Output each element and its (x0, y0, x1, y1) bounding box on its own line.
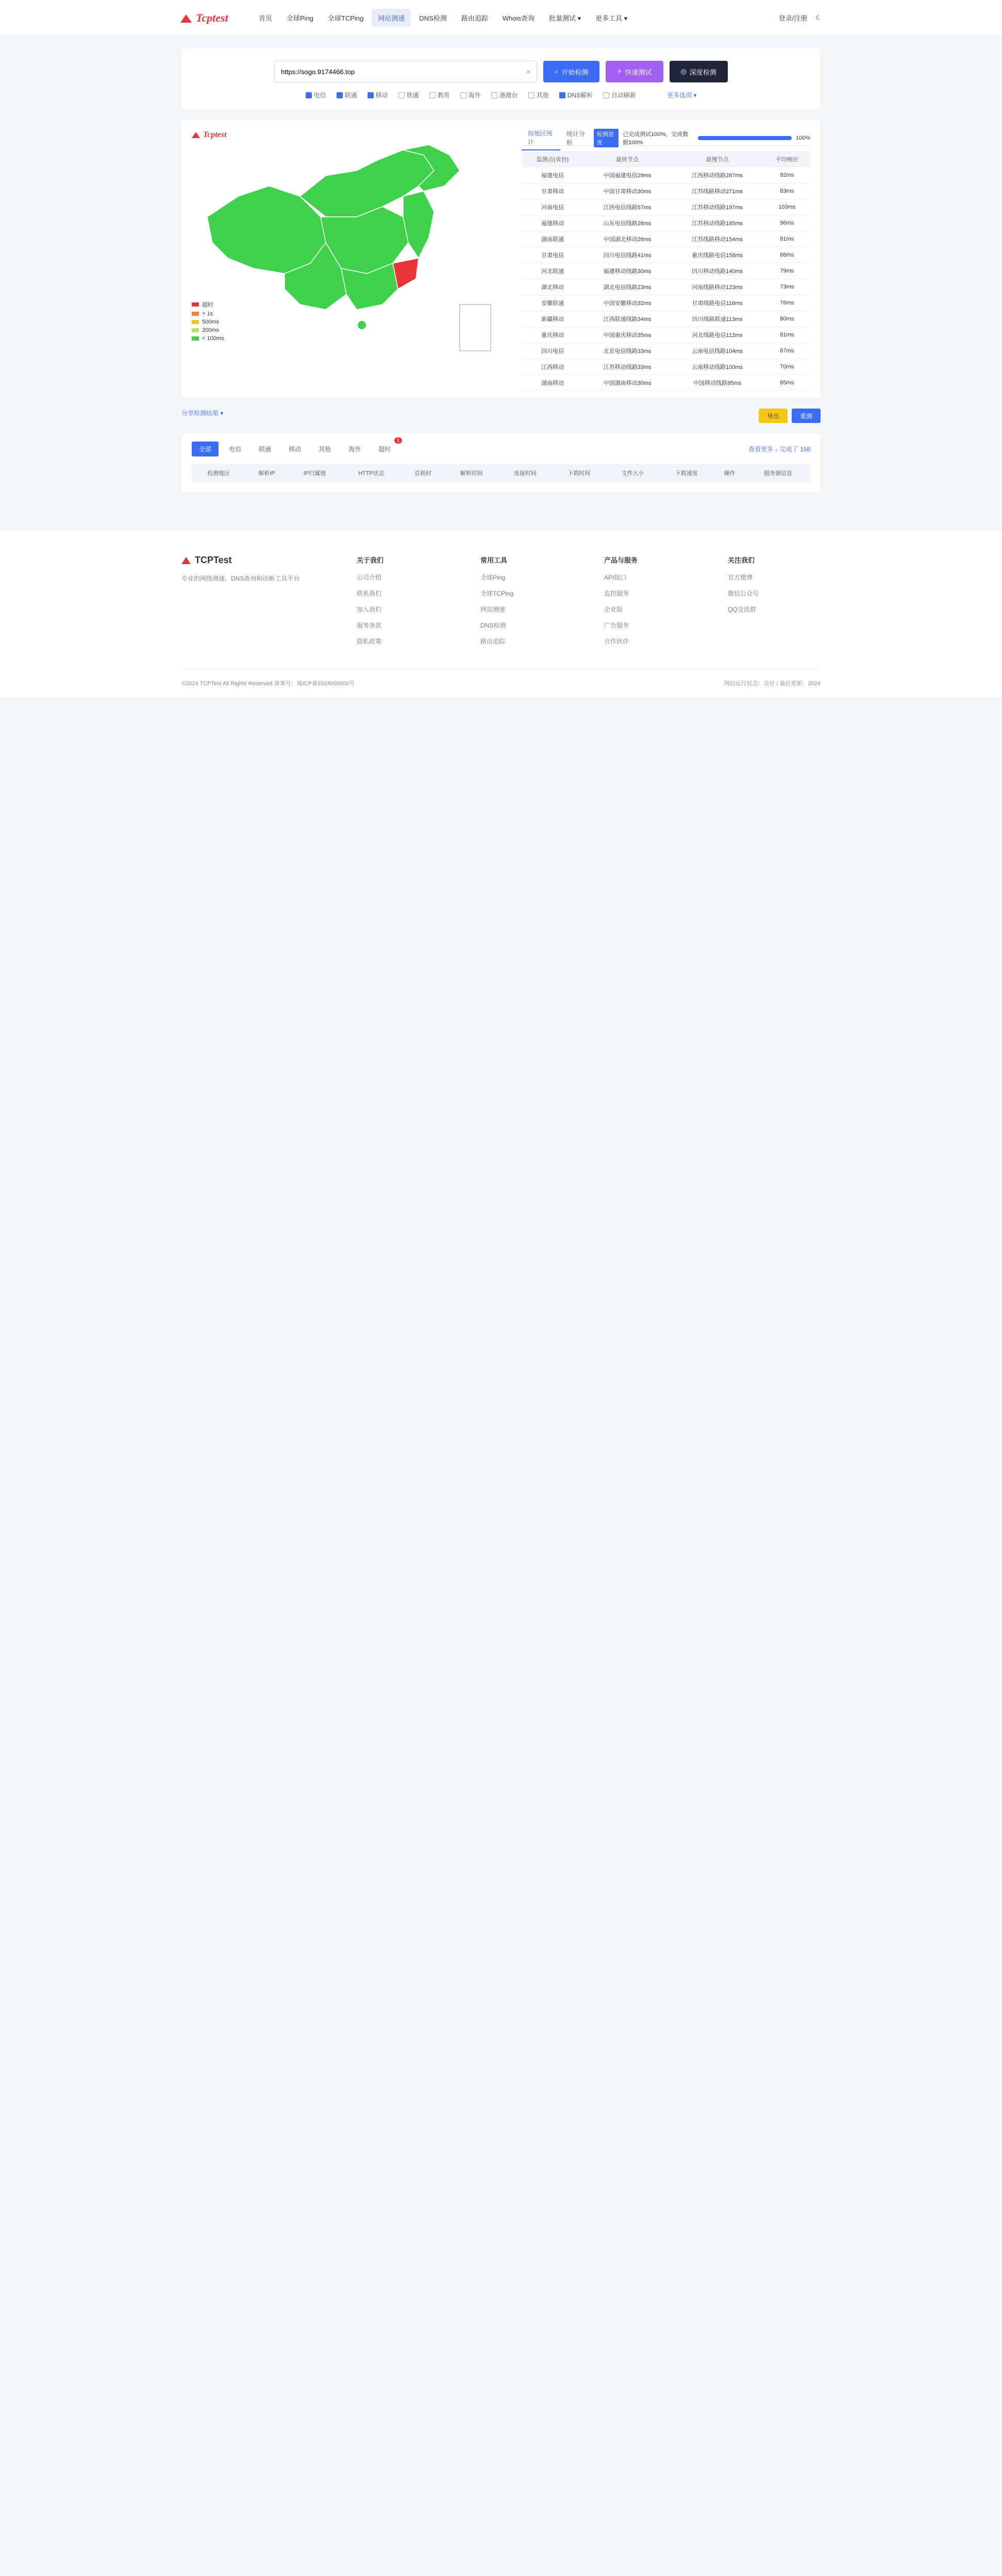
results-header: 解析时间 (445, 464, 498, 482)
results-header: 操作 (713, 464, 746, 482)
stats-row (522, 167, 810, 183)
stats-row (522, 343, 810, 359)
legend-swatch (192, 328, 199, 332)
results-header: 下载速度 (660, 464, 713, 482)
legend-item (192, 300, 224, 309)
stats-cell: 福建电信 (522, 167, 583, 183)
footer-column-title: 产品与服务 (604, 556, 638, 564)
stats-row (522, 231, 810, 247)
stats-table (522, 151, 810, 391)
footer-column-title: 关注我们 (728, 556, 755, 564)
quick-test-button[interactable]: ⚡ 快速测试 (606, 61, 663, 82)
stats-cell: 中国福建电信29ms (583, 167, 671, 183)
stats-cell: 79ms (763, 263, 810, 279)
stats-header: 最快节点 (583, 151, 671, 167)
stats-cell: 中国甘肃移动30ms (583, 183, 671, 199)
option-label: 移动 (375, 92, 388, 99)
stats-row (522, 215, 810, 231)
stats-cell: 中国湖北移动26ms (583, 231, 671, 247)
footer-link[interactable]: 全球TCPing (480, 590, 514, 597)
footer-link[interactable]: 网站测速 (480, 606, 506, 613)
logo-text: Tcptest (196, 11, 228, 24)
nav-item[interactable]: Whois查询 (502, 14, 535, 22)
option-label: 其他 (536, 92, 549, 99)
option-label: 联通 (344, 92, 357, 99)
stats-tab[interactable]: 按地区统计 (522, 126, 560, 150)
stats-cell: 重庆移动 (522, 327, 583, 343)
option-label: 港澳台 (499, 92, 518, 99)
nav-item[interactable]: 全球Ping (287, 14, 314, 22)
stats-cell: 河北线路电信112ms (671, 327, 764, 343)
china-map[interactable] (192, 130, 511, 388)
legend-swatch (192, 302, 199, 307)
stats-cell: 江西电信线路57ms (583, 199, 671, 215)
url-input[interactable] (281, 68, 526, 76)
results-header: HTTP状态 (341, 464, 402, 482)
stats-cell: 江苏移动线路197ms (671, 199, 764, 215)
results-header: 连接时间 (498, 464, 552, 482)
stats-cell: 96ms (763, 215, 810, 231)
legend-label: < 100ms (202, 335, 224, 342)
nav-item[interactable]: 路由追踪 (461, 14, 488, 22)
login-link[interactable]: 登录/注册 (778, 14, 808, 22)
results-header: 检测地区 (192, 464, 245, 482)
footer-link[interactable]: QQ交流群 (728, 606, 756, 613)
option-checkbox[interactable] (398, 91, 419, 99)
footer-link[interactable]: 全球Ping (480, 574, 506, 581)
stats-cell: 92ms (763, 167, 810, 183)
stats-cell: 北京电信线路33ms (583, 343, 671, 359)
results-tab[interactable]: 全部 (192, 442, 219, 456)
checkbox-icon[interactable] (337, 92, 343, 98)
footer-link[interactable]: 企业版 (604, 606, 623, 613)
stats-tab[interactable]: 统计分析 (566, 130, 586, 146)
results-tab[interactable]: 超时 1 (371, 442, 398, 456)
search-icon: ⌕ (555, 67, 559, 75)
footer-link[interactable]: 广告服务 (604, 622, 629, 629)
checkbox-icon[interactable] (559, 92, 565, 98)
stats-header: 最慢节点 (671, 151, 764, 167)
map-stats-card (181, 120, 821, 398)
footer (0, 529, 1002, 698)
results-header: 服务器信息 (746, 464, 810, 482)
map-watermark: Tcptest (203, 130, 227, 139)
legend-item (192, 327, 224, 333)
nav-item[interactable]: DNS检测 (419, 14, 447, 22)
footer-link[interactable]: API接口 (604, 574, 627, 581)
option-label: 海外 (468, 92, 481, 99)
stats-row (522, 199, 810, 215)
start-test-button[interactable]: ⌕ 开始检测 (543, 61, 599, 82)
results-header: 解析IP (245, 464, 288, 482)
lightning-icon: ⚡ (617, 67, 622, 75)
map-svg (192, 140, 511, 366)
footer-brand: TCPTest (195, 555, 232, 565)
checkbox-icon[interactable] (398, 92, 405, 98)
map-region-fujian (393, 258, 419, 289)
stats-row (522, 327, 810, 343)
option-row (181, 91, 821, 99)
moon-icon[interactable]: ☾ (815, 13, 822, 22)
stats-row (522, 263, 810, 279)
footer-link[interactable]: 联系我们 (357, 590, 382, 597)
option-checkbox[interactable] (368, 91, 388, 99)
copyright-text: ©2024 TCPTest All Rights Reserved 备案号：闽ICP备2024000000号 (181, 681, 355, 687)
legend-label: 200ms (202, 327, 220, 333)
stats-cell: 江苏线路移动154ms (671, 231, 764, 247)
stats-cell: 湖北电信线路23ms (583, 279, 671, 295)
url-input-box[interactable] (274, 61, 537, 82)
progress-bar (698, 136, 792, 140)
clear-icon[interactable]: × (526, 67, 531, 76)
stats-row (522, 295, 810, 311)
option-checkbox[interactable] (306, 91, 326, 99)
footer-column (728, 555, 821, 653)
more-options-link[interactable]: 更多选项 ▾ (667, 92, 697, 99)
results-tab[interactable]: 联通 (259, 446, 272, 453)
legend-label: 500ms (202, 319, 220, 325)
stats-cell: 云南移动线路100ms (671, 359, 764, 375)
stats-cell: 四川线路联通113ms (671, 311, 764, 327)
stats-cell: 河南线路移动123ms (671, 279, 764, 295)
retest-button[interactable]: 重测 (792, 409, 821, 423)
stats-row (522, 311, 810, 327)
logo-icon (181, 557, 191, 564)
stats-cell: 湖南移动 (522, 375, 583, 391)
south-china-sea-inset (460, 304, 491, 351)
footer-link[interactable]: 路由追踪 (480, 638, 506, 645)
stats-cell: 73ms (763, 279, 810, 295)
results-tab[interactable]: 移动 (289, 446, 302, 453)
checkbox-icon[interactable] (491, 92, 497, 98)
results-header: 总耗时 (402, 464, 445, 482)
results-card (181, 433, 821, 493)
nav-item[interactable]: 更多工具 ▾ (595, 14, 628, 22)
footer-column (604, 555, 697, 653)
stats-cell: 江西移动线路287ms (671, 167, 764, 183)
stats-cell: 四川移动线路140ms (671, 263, 764, 279)
footer-column-title: 关于我们 (357, 556, 384, 564)
stats-row (522, 279, 810, 295)
stats-cell: 70ms (763, 359, 810, 375)
stats-row (522, 359, 810, 375)
stats-cell: 甘肃移动 (522, 183, 583, 199)
stats-cell: 山东电信线路26ms (583, 215, 671, 231)
progress-area (594, 129, 810, 147)
option-checkbox[interactable] (491, 91, 518, 99)
option-label: 铁通 (406, 92, 419, 99)
footer-link[interactable]: 服务条款 (357, 622, 382, 629)
results-tab[interactable]: 电信 (229, 446, 242, 453)
option-label: DNS解析 (567, 92, 593, 99)
option-label: 自动刷新 (611, 92, 637, 99)
stats-cell: 江西移动 (522, 359, 583, 375)
results-tabs (192, 438, 810, 456)
stats-cell: 103ms (763, 199, 810, 215)
stats-cell: 安徽联通 (522, 295, 583, 311)
stats-cell: 81ms (763, 231, 810, 247)
footer-link[interactable]: 隐私政策 (357, 638, 382, 645)
nav-item[interactable]: 全球TCPing (328, 14, 364, 22)
progress-fill (698, 136, 792, 140)
legend-label: > 1s (202, 311, 213, 317)
option-label: 教育 (437, 92, 450, 99)
hainan-island (358, 321, 366, 329)
stats-cell: 81ms (763, 327, 810, 343)
legend-swatch (192, 312, 199, 316)
results-table (192, 464, 810, 482)
stats-cell: 云南电信线路104ms (671, 343, 764, 359)
legend-item (192, 335, 224, 342)
option-checkbox[interactable] (460, 91, 481, 99)
option-checkbox[interactable] (337, 91, 357, 99)
stats-cell: 重庆线路电信158ms (671, 247, 764, 263)
option-checkbox[interactable] (429, 91, 450, 99)
stats-cell: 76ms (763, 295, 810, 311)
checkbox-icon[interactable] (460, 92, 466, 98)
checkbox-icon[interactable] (306, 92, 312, 98)
map-region-east (403, 191, 434, 258)
stats-row (522, 183, 810, 199)
stats-row (522, 375, 810, 391)
deep-test-button[interactable]: ◎ 深度检测 (670, 61, 728, 82)
stats-cell: 江苏移动线路33ms (583, 359, 671, 375)
nav-item[interactable]: 首页 (259, 14, 273, 22)
search-card (181, 48, 821, 110)
main-nav (253, 9, 779, 27)
option-checkbox[interactable] (559, 91, 593, 99)
footer-link[interactable]: 官方微博 (728, 574, 753, 581)
option-checkbox[interactable] (528, 91, 549, 99)
results-tab[interactable]: 其他 (319, 446, 331, 453)
footer-link[interactable]: DNS检测 (480, 622, 506, 629)
footer-link[interactable]: 微信公众号 (728, 590, 759, 597)
results-header: 下载时间 (552, 464, 606, 482)
stats-cell: 湖北移动 (522, 279, 583, 295)
stats-tabs (522, 130, 810, 146)
map-legend (192, 300, 224, 344)
checkbox-icon[interactable] (368, 92, 374, 98)
stats-cell: 河南电信 (522, 199, 583, 215)
legend-item (192, 319, 224, 325)
stats-cell: 80ms (763, 311, 810, 327)
legend-swatch (192, 336, 199, 341)
stats-cell: 中国重庆移动35ms (583, 327, 671, 343)
nav-item[interactable]: 网站测速 (372, 9, 411, 27)
stats-cell: 67ms (763, 343, 810, 359)
footer-status: 网站运行状态：良好 | 最后更新：2024 (724, 681, 821, 687)
stats-cell: 新疆移动 (522, 311, 583, 327)
footer-column (357, 555, 449, 653)
results-tab[interactable]: 海外 (348, 446, 361, 453)
logo-icon (180, 12, 192, 24)
checkbox-icon[interactable] (429, 92, 436, 98)
top-navigation-bar (0, 0, 1002, 36)
progress-percent: 100% (795, 134, 810, 141)
progress-label: 检测进度 (594, 129, 619, 147)
stats-cell: 河北联通 (522, 263, 583, 279)
stats-cell: 江苏移动线路185ms (671, 215, 764, 231)
stats-panel (522, 130, 810, 388)
option-checkbox[interactable] (603, 91, 636, 99)
checkbox-icon[interactable] (528, 92, 535, 98)
stats-header: 平均响应 (763, 151, 810, 167)
stats-cell: 江西联通线路34ms (583, 311, 671, 327)
stats-cell: 甘肃电信 (522, 247, 583, 263)
results-header: 文件大小 (606, 464, 659, 482)
stats-row (522, 247, 810, 263)
footer-link[interactable]: 加入我们 (357, 606, 382, 613)
export-button[interactable]: 导出 (759, 409, 788, 423)
legend-label: 超时 (202, 302, 213, 308)
option-label: 电信 (313, 92, 326, 99)
logo-icon (192, 132, 200, 138)
share-link[interactable]: 分享检测结果 ▾ (181, 410, 224, 417)
checkbox-icon[interactable] (603, 92, 609, 98)
stats-cell: 68ms (763, 247, 810, 263)
stats-header: 监测点(省份) (522, 151, 583, 167)
footer-link[interactable]: 合作伙伴 (604, 638, 629, 645)
footer-column (480, 555, 573, 653)
footer-link[interactable]: 公司介绍 (357, 574, 382, 581)
results-header: IP归属地 (288, 464, 341, 482)
results-more-link[interactable]: 查看更多 ↓ 完成了 158 (748, 446, 810, 453)
footer-column-title: 常用工具 (480, 556, 508, 564)
stats-cell: 65ms (763, 375, 810, 391)
legend-swatch (192, 320, 199, 324)
stats-cell: 83ms (763, 183, 810, 199)
footer-link[interactable]: 监控服务 (604, 590, 629, 597)
stats-cell: 甘肃线路电信116ms (671, 295, 764, 311)
stats-cell: 中国安徽移动32ms (583, 295, 671, 311)
stats-cell: 四川电信线路41ms (583, 247, 671, 263)
logo[interactable] (180, 11, 253, 25)
progress-text: 已完成测试100%，完成数据100% (623, 131, 689, 146)
nav-item[interactable]: 批量测试 ▾ (549, 14, 581, 22)
stats-cell: 中国湖南移动30ms (583, 375, 671, 391)
target-icon: ◎ (680, 67, 687, 75)
stats-cell: 江苏线路移动271ms (671, 183, 764, 199)
stats-cell: 中国移动线路95ms (671, 375, 764, 391)
stats-cell: 福建移动 (522, 215, 583, 231)
timeout-badge: 1 (394, 437, 402, 444)
stats-cell: 四川电信 (522, 343, 583, 359)
stats-cell: 湖南联通 (522, 231, 583, 247)
stats-cell: 福建移动线路30ms (583, 263, 671, 279)
footer-slogan: 专业的网络测速、DNS查询和诊断工具平台 (181, 575, 300, 582)
legend-item (192, 311, 224, 317)
